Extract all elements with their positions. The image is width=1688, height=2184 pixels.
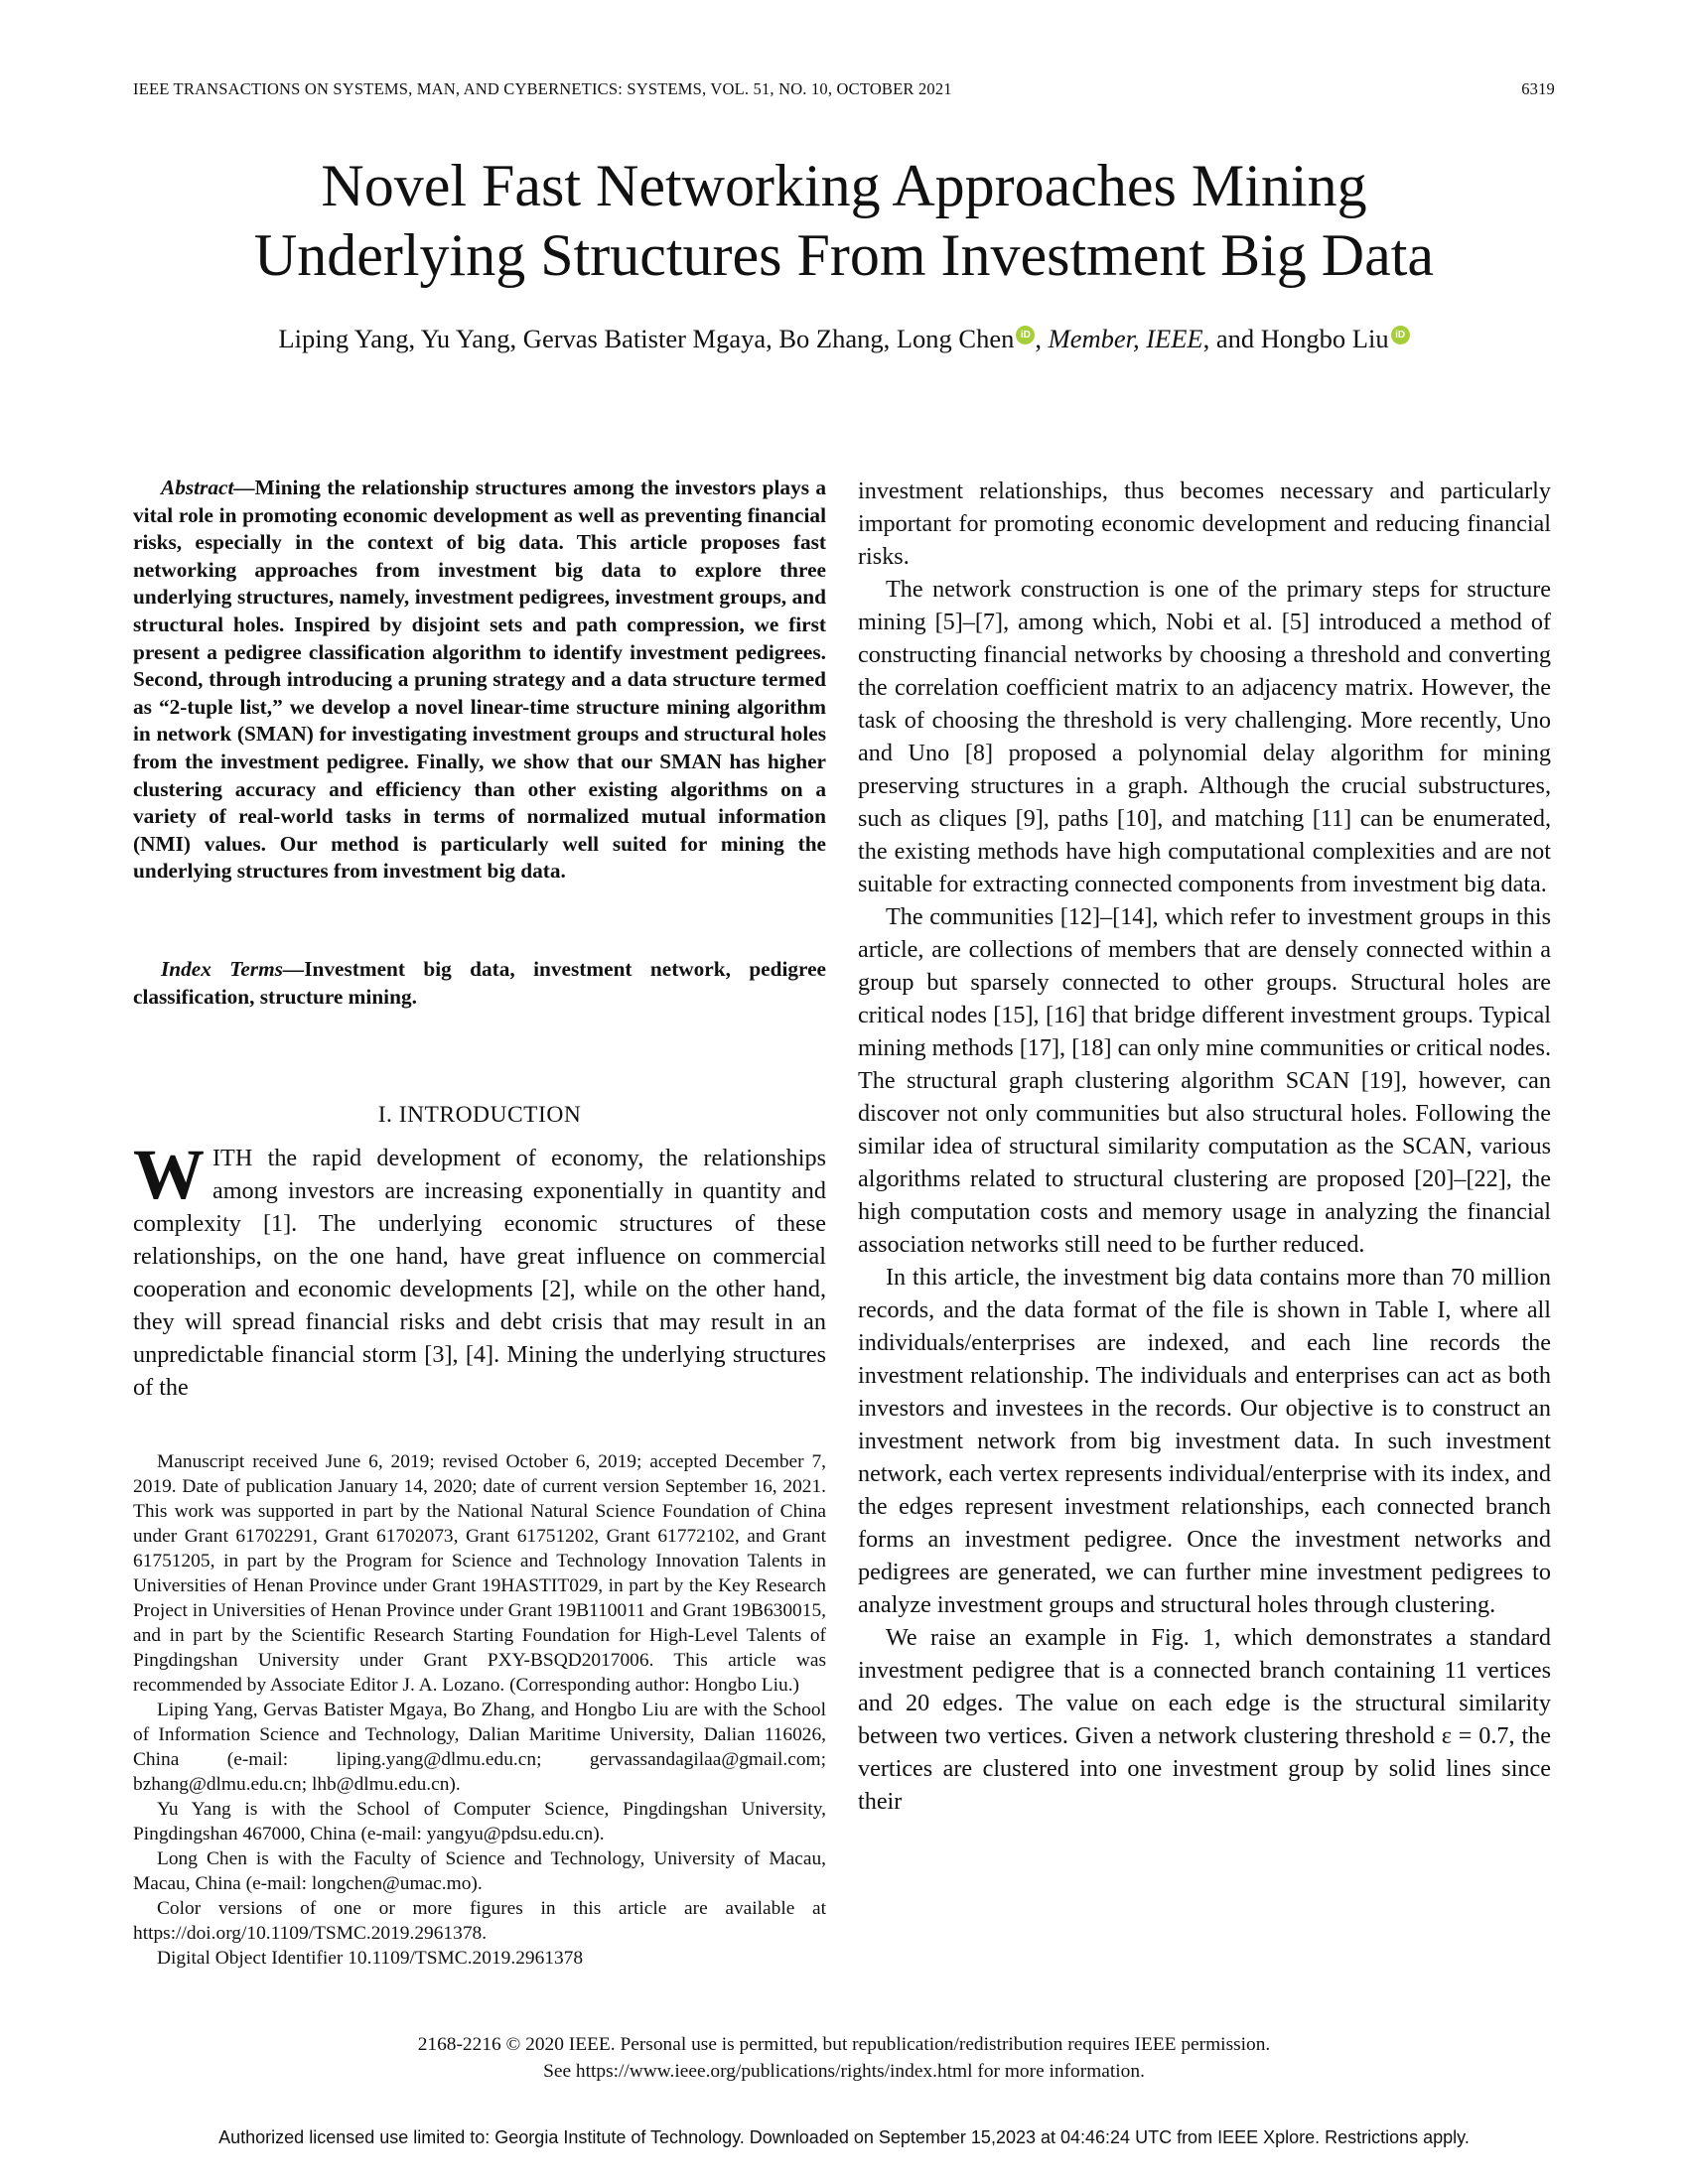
index-terms-text: Investment big data, investment network, pedigree classification, structure mining.	[133, 957, 827, 1009]
body-paragraph: We raise an example in Fig. 1, which demonstrates a standard investment pedigree that is a connected branch containing 11 vertices and 20 edges. The value on each edge is the structural similarity between two vertices. Given a network clustering threshold ε = 0.7, the vertices are clustered into one investment group by solid lines since their	[858, 1624, 1551, 1815]
intro-text: ITH the rapid development of economy, the relationships among investors are increasing exponentially in quantity and complexity [1]. The underlying economic structures of these relationships, on the one hand, have great influence on commercial cooperation and economic developments [2], while on the other hand, they will spread financial risks and debt crisis that may result in an unpredictable financial storm [3], [4]. Mining the underlying structures of the	[133, 1145, 826, 1401]
index-terms	[133, 956, 826, 1011]
footnote-item: Color versions of one or more figures in this article are available at https://doi.org/10.1109/TSMC.2019.2961378.	[133, 1898, 826, 1944]
member-ieee: Member, IEEE	[1048, 324, 1203, 353]
copyright-line-2: See https://www.ieee.org/publications/rights/index.html for more information.	[543, 2061, 1145, 2082]
body-paragraph: The network construction is one of the primary steps for structure mining [5]–[7], among which, Nobi et al. [5] introduced a method of constructing financial networks by choosing a threshold and converting the correlation coefficient matrix to an adjacency matrix. However, the task of choosing the threshold is very challenging. More recently, Uno and Uno [8] proposed a polynomial delay algorithm for mining preserving structures in a graph. Although the crucial substructures, such as cliques [9], paths [10], and matching [11] can be enumerated, the existing methods have high computational complexities and are not suitable for extracting connected components from investment big data.	[858, 576, 1551, 897]
footnote-item: Long Chen is with the Faculty of Science and Technology, University of Macau, Macau, China (e-mail: longchen@umac.mo).	[133, 1848, 826, 1894]
section-heading: I. INTRODUCTION	[377, 1102, 582, 1128]
authors-part-2: , and Hongbo Liu	[1202, 324, 1389, 353]
authorized-use-notice: Authorized licensed use limited to: Georgia Institute of Technology. Downloaded on September 15,2023 at 04:46:24 UTC from IEEE Xplore. Restrictions apply.	[218, 2127, 1470, 2147]
right-column	[858, 475, 1551, 1818]
orcid-icon[interactable]: iD	[1016, 326, 1035, 344]
footnote-item: Digital Object Identifier 10.1109/TSMC.2019.2961378	[157, 1948, 584, 1969]
copyright-line-1: 2168-2216 © 2020 IEEE. Personal use is permitted, but republication/redistribution requires IEEE permission.	[417, 2034, 1271, 2055]
paper-title	[0, 151, 1688, 290]
title-line-1: Novel Fast Networking Approaches Mining	[321, 153, 1367, 218]
authors-part-1: Liping Yang, Yu Yang, Gervas Batister Mgaya, Bo Zhang, Long Chen	[278, 324, 1015, 353]
abstract	[133, 475, 826, 886]
footnote-item: Manuscript received June 6, 2019; revised October 6, 2019; accepted December 7, 2019. Date of publication January 14, 2020; date of current version September 16, 2021. This work was supported in part by the National Natural Science Foundation of China under Grant 61702291, Grant 61702073, Grant 61751202, Grant 61772102, and Grant 61751205, in part by the Program for Science and Technology Innovation Talents in Universities of Henan Province under Grant 19HASTIT029, in part by the Key Research Project in Universities of Henan Province under Grant 19B110011 and Grant 19B630015, and in part by the Scientific Research Starting Foundation for High-Level Talents of Pingdingshan University under Grant PXY-BSQD2017006. This article was recommended by Associate Editor J. A. Lozano. (Corresponding author: Hongbo Liu.)	[133, 1451, 826, 1696]
abstract-text: Mining the relationship structures among the investors plays a vital role in promoting economic development as well as preventing financial risks, especially in the context of big data. This article proposes fast networking approaches from investment big data to explore three underlying structures, namely, investment pedigrees, investment groups, and structural holes. Inspired by disjoint sets and path compression, we first present a pedigree classification algorithm to identify investment pedigrees. Second, through introducing a pruning strategy and a data structure termed as “2-tuple list,” we develop a novel linear-time structure mining algorithm in network (SMAN) for investigating investment groups and structural holes from the investment pedigree. Finally, we show that our SMAN has higher clustering accuracy and efficiency than other existing algorithms on a variety of real-world tasks in terms of normalized mutual information (NMI) values. Our method is particularly well suited for mining the underlying structures from investment big data.	[133, 476, 826, 884]
body-paragraph: In this article, the investment big data contains more than 70 million records, and the data format of the file is shown in Table I, where all individuals/enterprises are indexed, and each line records the investment relationship. The individuals and enterprises can act as both investors and investees in the records. Our objective is to construct an investment network from big investment data. In such investment network, each vertex represents individual/enterprise with its index, and the edges represent investment relationships, each connected branch forms an investment pedigree. Once the investment networks and pedigrees are generated, we can further mine investment pedigrees to analyze investment groups and structural holes through clustering.	[858, 1264, 1551, 1618]
orcid-icon[interactable]: iD	[1391, 326, 1410, 344]
dropcap: W	[133, 1135, 205, 1214]
footnote-item: Liping Yang, Gervas Batister Mgaya, Bo Zhang, and Hongbo Liu are with the School of Information Science and Technology, Dalian Maritime University, Dalian 116026, China (e-mail: liping.yang@dlmu.edu.cn; gervassandagilaa@gmail.com; bzhang@dlmu.edu.cn; lhb@dlmu.edu.cn).	[133, 1700, 826, 1795]
running-head	[133, 79, 1555, 99]
body-paragraph: The communities [12]–[14], which refer to investment groups in this article, are collections of members that are densely connected within a group but sparsely connected to other groups. Structural holes are critical nodes [15], [16] that bridge different investment groups. Typical mining methods [17], [18] can only mine communities or critical nodes. The structural graph clustering algorithm SCAN [19], however, can discover not only communities but also structural holes. Following the similar idea of structural similarity computation as the SCAN, various algorithms related to structural clustering are proposed [20]–[22], the high computation costs and memory usage in analyzing the financial association networks still need to be further reduced.	[858, 903, 1551, 1258]
body-paragraph: investment relationships, thus becomes necessary and particularly important for promoting economic development and reducing financial risks.	[858, 478, 1551, 570]
index-terms-label: Index Terms—	[161, 957, 305, 981]
copyright-notice	[0, 2031, 1688, 2085]
author-list: Liping Yang, Yu Yang, Gervas Batister Mgaya, Bo Zhang, Long Chen iD , Member, IEEE, and Hongbo Liu iD	[0, 322, 1688, 355]
intro-paragraph	[133, 1135, 826, 1404]
abstract-label: Abstract—	[161, 476, 255, 499]
footnotes	[133, 1449, 826, 1971]
page-number: 6319	[1521, 79, 1555, 98]
title-line-2: Underlying Structures From Investment Big Data	[253, 222, 1435, 288]
footnote-item: Yu Yang is with the School of Computer Science, Pingdingshan University, Pingdingshan 467000, China (e-mail: yangyu@pdsu.edu.cn).	[133, 1799, 826, 1844]
journal-header: IEEE TRANSACTIONS ON SYSTEMS, MAN, AND CYBERNETICS: SYSTEMS, VOL. 51, NO. 10, OCTOBER 2021	[133, 79, 952, 98]
